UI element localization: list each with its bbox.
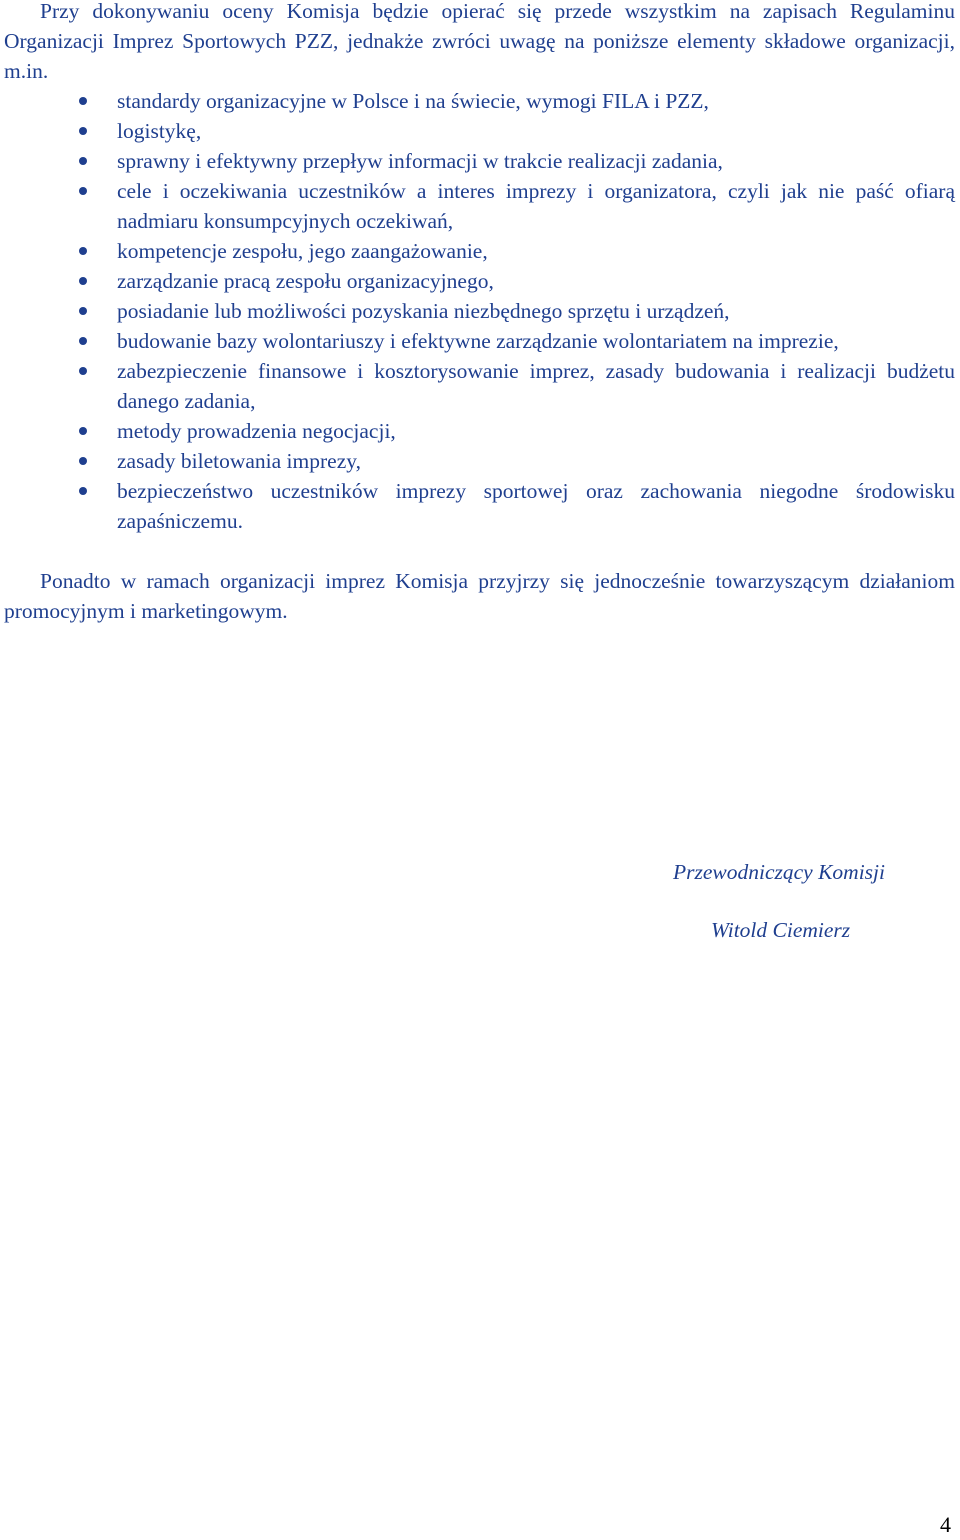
list-item [0, 266, 955, 296]
signature-role: Przewodniczący Komisji [673, 860, 885, 884]
list-item [0, 86, 955, 116]
list-item-text: logistykę, [117, 119, 202, 143]
bullet-icon [79, 487, 87, 495]
list-item-text: standardy organizacyjne w Polsce i na świecie, wymogi FILA i PZZ, [117, 89, 709, 113]
bullet-icon [79, 307, 87, 315]
signature-name: Witold Ciemierz [711, 918, 851, 942]
bullet-icon [79, 157, 87, 165]
list-item [0, 296, 955, 326]
bullet-icon [79, 247, 87, 255]
list-item-text: sprawny i efektywny przepływ informacji w trakcie realizacji zadania, [117, 149, 723, 173]
list-item-text: cele i oczekiwania uczestników a interes imprezy i organizatora, czyli jak nie paść ofiarą nadmiaru konsumpcyjnych oczekiwań, [117, 179, 955, 233]
list-item [0, 146, 955, 176]
criteria-list [0, 86, 955, 536]
list-item-text: zabezpieczenie finansowe i kosztorysowanie imprez, zasady budowania i realizacji budżetu danego zadania, [117, 359, 955, 413]
list-item [0, 416, 955, 446]
intro-paragraph: Przy dokonywaniu oceny Komisja będzie opierać się przede wszystkim na zapisach Regulaminu Organizacji Imprez Sportowych PZZ, jednakże zwróci uwagę na poniższe elementy składowe organizacji, m.in. [4, 0, 955, 83]
bullet-icon [79, 427, 87, 435]
bullet-icon [79, 187, 87, 195]
list-item-text: posiadanie lub możliwości pozyskania niezbędnego sprzętu i urządzeń, [117, 299, 730, 323]
list-item-text: metody prowadzenia negocjacji, [117, 419, 396, 443]
bullet-icon [79, 337, 87, 345]
bullet-icon [79, 367, 87, 375]
bullet-icon [79, 97, 87, 105]
list-item [0, 116, 955, 146]
list-item-text: bezpieczeństwo uczestników imprezy sportowej oraz zachowania niegodne środowisku zapaśniczemu. [117, 479, 955, 533]
page-number: 4 [940, 1512, 951, 1537]
list-item [0, 176, 955, 236]
bullet-icon [79, 457, 87, 465]
list-item-text: kompetencje zespołu, jego zaangażowanie, [117, 239, 488, 263]
list-item [0, 356, 955, 416]
list-item-text: budowanie bazy wolontariuszy i efektywne zarządzanie wolontariatem na imprezie, [117, 329, 839, 353]
bullet-icon [79, 127, 87, 135]
list-item-text: zasady biletowania imprezy, [117, 449, 361, 473]
list-item [0, 446, 955, 476]
list-item [0, 236, 955, 266]
bullet-icon [79, 277, 87, 285]
list-item [0, 326, 955, 356]
closing-paragraph: Ponadto w ramach organizacji imprez Komisja przyjrzy się jednocześnie towarzyszącym działaniom promocyjnym i marketingowym. [4, 569, 955, 623]
list-item-text: zarządzanie pracą zespołu organizacyjnego, [117, 269, 494, 293]
list-item [0, 476, 955, 536]
